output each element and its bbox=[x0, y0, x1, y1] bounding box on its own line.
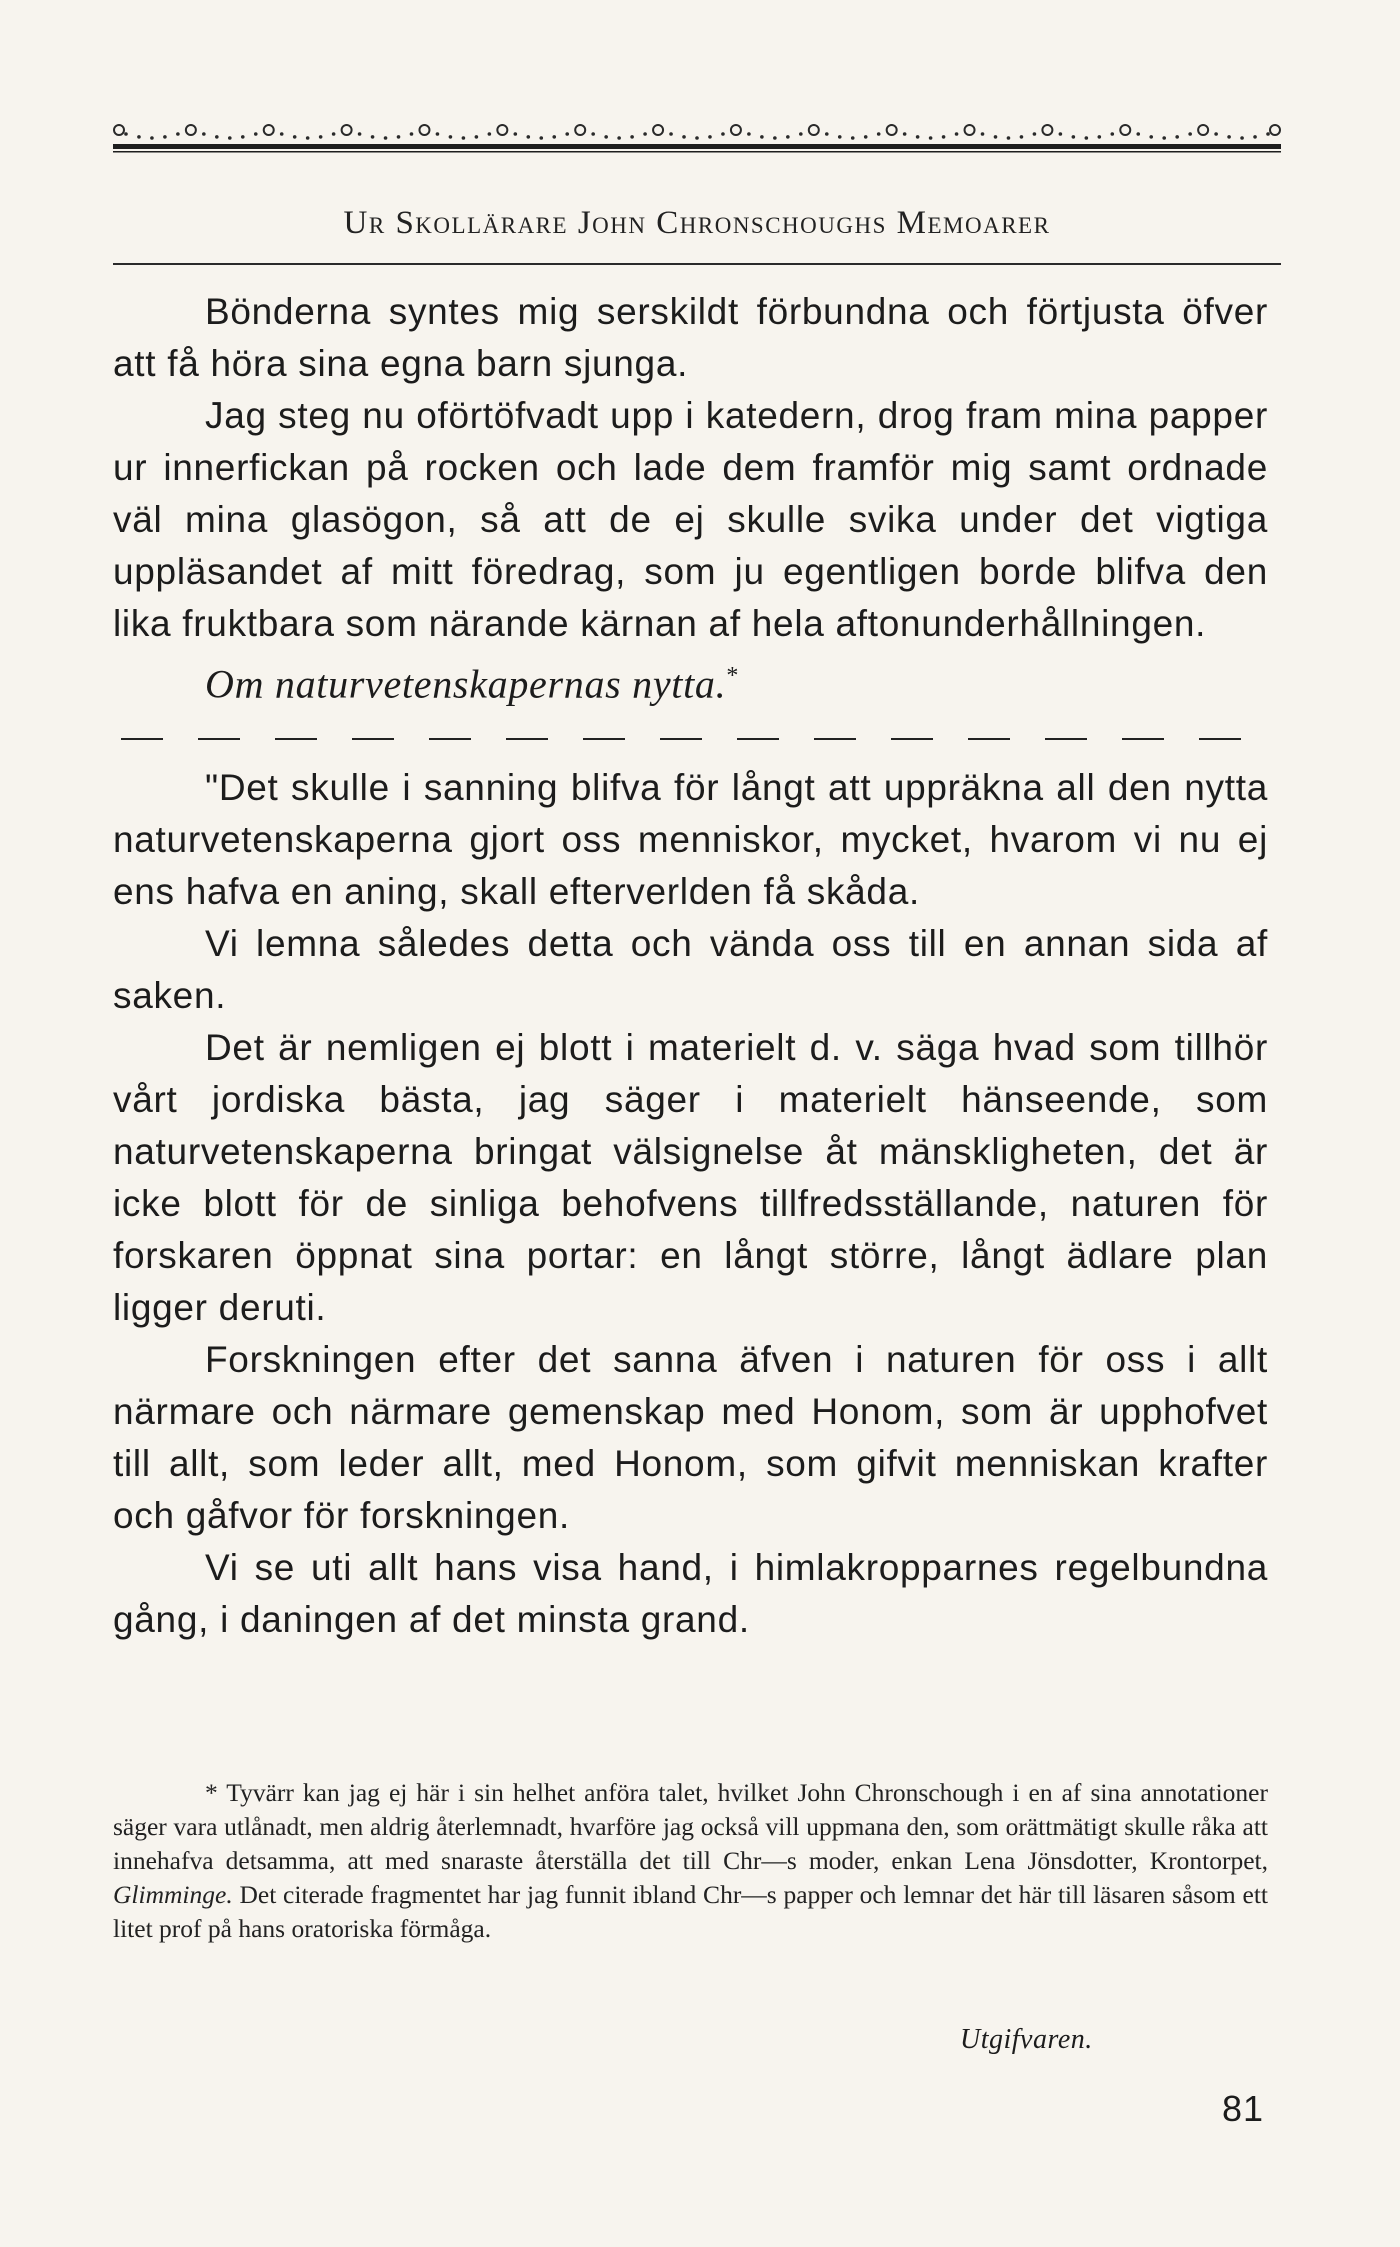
signature: Utgifvaren. bbox=[960, 2024, 1093, 2055]
speech-paragraph: "Det skulle i sanning blifva för långt att uppräkna all den nytta naturvetenskaperna gjort oss menniskor, mycket, hvarom vi nu ej ens hafva en aning, skall efterverlden få skåda. bbox=[113, 767, 1268, 913]
header-rule bbox=[113, 263, 1281, 265]
footnote-place: Glimminge. bbox=[113, 1880, 233, 1909]
paragraph: Bönderna syntes mig serskildt förbundna och förtjusta öfver att få höra sina egna barn sjunga. bbox=[113, 291, 1268, 384]
separator-dash bbox=[1045, 738, 1087, 740]
speech-title-line bbox=[113, 650, 1268, 710]
body-text bbox=[113, 286, 1268, 1646]
separator-dash bbox=[583, 738, 625, 740]
dash-separator bbox=[113, 710, 1268, 762]
speech-paragraph: Vi lemna således detta och vända oss till en annan sida af saken. bbox=[113, 923, 1268, 1017]
footnote-text-after: Det citerade fragmentet har jag funnit ibland Chr—s papper och lemnar det här till läsaren såsom ett litet prof på hans oratoriska förmåga. bbox=[113, 1880, 1269, 1943]
speech-title: Om naturvetenskapernas nytta. bbox=[205, 661, 727, 707]
paragraph: Jag steg nu oförtöfvadt upp i katedern, drog fram mina papper ur innerfickan på rocken och lade dem framför mig samt ordnade väl mina glasögon, så att de ej skulle svika under det vigtiga uppläsandet af mitt föredrag, som ju egentligen borde blifva den lika fruktbara som närande kärnan af hela aftonunderhållningen. bbox=[113, 395, 1268, 644]
separator-dash bbox=[1199, 738, 1241, 740]
separator-dash bbox=[198, 738, 240, 740]
header-ornament-border bbox=[113, 98, 1281, 168]
separator-dash bbox=[737, 738, 779, 740]
footnote-text-before: * Tyvärr kan jag ej här i sin helhet anföra talet, hvilket John Chronschough i en af sina annotationer säger vara utlånadt, men aldrig återlemnadt, hvarföre jag också vill uppmana den, som orättmätigt skulle råka att innehafva detsamma, att med snaraste återställa det till Chr—s moder, enkan Lena Jönsdotter, Krontorpet, bbox=[113, 1778, 1268, 1875]
speech-paragraph: Det är nemligen ej blott i materielt d. v. säga hvad som tillhör vårt jordiska bästa, jag säger i materielt hänseende, som naturvetenskaperna bringat välsignelse åt mänskligheten, det är icke blott för de sinliga behofvens tillfredsställande, naturen för forskaren öppnat sina portar: en långt större, långt ädlare plan ligger deruti. bbox=[113, 1027, 1268, 1329]
separator-dash bbox=[429, 738, 471, 740]
separator-dash bbox=[660, 738, 702, 740]
separator-dash bbox=[968, 738, 1010, 740]
running-head: Ur Skollärare John Chronschoughs Memoarer bbox=[343, 205, 1051, 241]
footnote bbox=[113, 1776, 1268, 1946]
separator-dash bbox=[275, 738, 317, 740]
speech-paragraph: Forskningen efter det sanna äfven i naturen för oss i allt närmare och närmare gemenskap med Honom, som är upphofvet till allt, som leder allt, med Honom, som gifvit menniskan krafter och gåfvor för forskningen. bbox=[113, 1339, 1268, 1537]
separator-dash bbox=[506, 738, 548, 740]
separator-dash bbox=[814, 738, 856, 740]
separator-dash bbox=[121, 738, 163, 740]
page-number: 81 bbox=[1222, 2088, 1265, 2129]
separator-dash bbox=[352, 738, 394, 740]
separator-dash bbox=[1122, 738, 1164, 740]
separator-dash bbox=[891, 738, 933, 740]
footnote-marker: * bbox=[726, 663, 740, 689]
speech-paragraph: Vi se uti allt hans visa hand, i himlakropparnes regelbundna gång, i daningen af det minsta grand. bbox=[113, 1547, 1268, 1641]
